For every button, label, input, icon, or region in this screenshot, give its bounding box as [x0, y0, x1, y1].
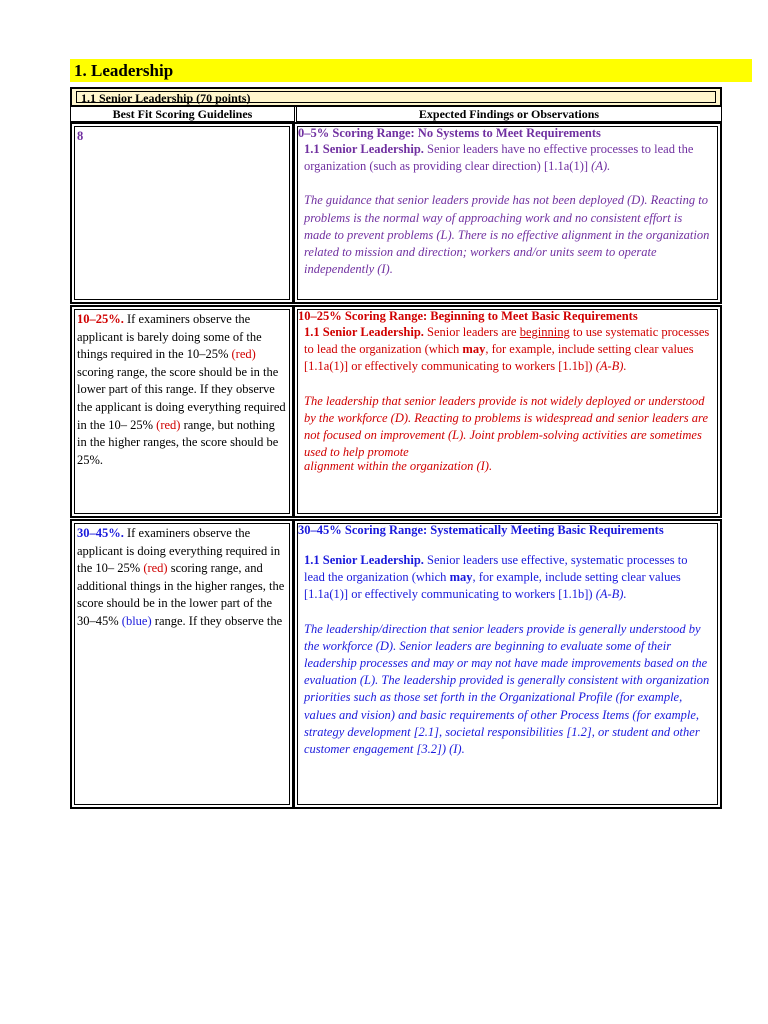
row3-item-ref: (A-B). — [595, 587, 627, 602]
row3-item-text-2: , for example, include setting clear values [1.1a(1)] or effectively communicating to workers [1.1b]) — [304, 570, 681, 602]
row1-italic-text: The guidance that senior leaders provide has not been deployed (D). Reacting to problems is the normal way of approaching work and no consistent effort is made to prevent problems (L). There is no effective alignment in the organization related to mission and direction; workers and/or units seem to operate independently (I). — [304, 193, 710, 277]
row3-red-word: (red) — [143, 561, 168, 576]
row2-range-heading: 10–25% Scoring Range: Beginning to Meet Basic Requirements — [298, 309, 638, 323]
row3-item-text-1: Senior leaders use effective, systematic processes to lead the organization (which — [304, 553, 688, 585]
row2-item-underlined: beginning — [519, 325, 570, 339]
row2-right-cell — [293, 305, 722, 518]
row3-item-label: 1.1 Senior Leadership. — [304, 553, 424, 567]
row2-item-text-1: Senior leaders are — [427, 325, 517, 339]
row3-range-heading: 30–45% Scoring Range: Systematically Meeting Basic Requirements — [298, 523, 664, 537]
row2-score-label: 10–25%. — [77, 312, 124, 326]
row1-item-label: 1.1 Senior Leadership. — [304, 142, 424, 156]
row2-guideline — [77, 311, 287, 469]
row2-italic-text-1: The leadership that senior leaders provide is not widely deployed or understood by the workforce (D). Reacting to problems is widespread and senior leaders are not focused on improvement (L). Joint problem-solving activities are sometimes used to help promote — [304, 393, 708, 460]
row3-italic-text: The leadership/direction that senior leaders provide is generally understood by the workforce (D). Senior leaders are beginning to evaluate some of their leadership processes and may or may not have made improvements based on the evaluation (L). The leadership provided is generally consistent with organization priorities such as those set forth in the Organizational Profile (for example, values and vision) and basic requirements of other Process Items (for example, strategy development [2.1], societal responsibilities [1.2], or student and other customer engagement [3.2]) (I). — [304, 621, 710, 757]
section-title-band — [70, 59, 752, 82]
row2-item-label: 1.1 Senior Leadership. — [304, 325, 424, 339]
section-title: 1. Leadership — [74, 61, 174, 80]
row3-text-3: range. If they observe the — [154, 613, 283, 628]
row3-blue-word: (blue) — [121, 613, 152, 628]
row1-item-ref: (A). — [591, 159, 611, 174]
row3-right-cell — [293, 519, 722, 809]
row3-text-2: scoring range, and additional things in the higher ranges, the score should be in the lower part of the 30–45% — [77, 561, 285, 628]
row2-red-word-2: (red) — [156, 417, 181, 432]
row2-text-2: scoring range, the score should be in the lower part of this range. If they observe the applicant is doing everything required in the 10– 25% — [77, 364, 286, 432]
row1-left-cell — [70, 122, 294, 304]
row2-italic-text-2: alignment within the organization (I). — [304, 459, 493, 474]
row1-findings — [304, 141, 711, 278]
row3-score-label: 30–45%. — [77, 526, 124, 540]
row3-findings — [304, 552, 711, 758]
row1-range-heading: 0–5% Scoring Range: No Systems to Meet Requirements — [298, 126, 601, 140]
subsection-header — [70, 87, 722, 107]
row1-score-label: 8 — [77, 129, 84, 143]
subsection-title: 1.1 Senior Leadership (70 points) — [76, 91, 716, 103]
row2-item-text-2: to use systematic processes to lead the organization (which — [304, 325, 710, 357]
row3-text-1: If examiners observe the applicant is doing everything required in the 10– 25% — [77, 526, 281, 576]
column-header-guidelines: Best Fit Scoring Guidelines — [70, 106, 295, 122]
row2-item-bold: may — [462, 342, 486, 357]
row2-text-3: range, but nothing in the higher ranges, the score should be 25%. — [77, 417, 279, 467]
row1-right-cell — [293, 122, 722, 304]
row2-red-word-1: (red) — [231, 347, 256, 362]
row2-text-1: If examiners observe the applicant is barely doing some of the things required in the 10–25% — [77, 312, 262, 362]
row2-item-ref: (A-B). — [595, 359, 627, 374]
row2-item-text-3: , for example, include setting clear values [1.1a(1)] or effectively communicating to workers [1.1b]) — [304, 342, 694, 374]
row3-left-cell — [70, 519, 294, 809]
row1-item-text: Senior leaders have no effective processes to lead the organization (such as providing clear direction) [1.1a(1)] — [304, 142, 694, 174]
column-header-findings: Expected Findings or Observations — [296, 106, 722, 122]
row3-guideline — [77, 525, 287, 631]
row2-left-cell — [70, 305, 294, 518]
row3-item-bold: may — [449, 570, 473, 585]
row2-findings — [304, 324, 711, 476]
